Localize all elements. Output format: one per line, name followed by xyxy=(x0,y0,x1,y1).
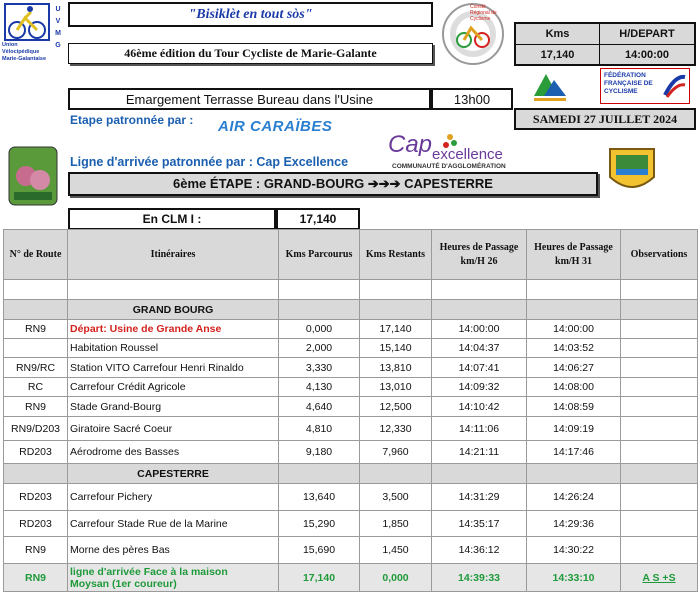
col-kms-restants: Kms Restants xyxy=(360,230,432,280)
itinerary-cell: Station VITO Carrefour Henri Rinaldo xyxy=(68,358,279,378)
cap-logo-word: excellence xyxy=(432,146,503,163)
stage-title: 6ème ÉTAPE : GRAND-BOURG ➔➔➔ CAPESTERRE xyxy=(173,176,493,191)
section-title: GRAND BOURG xyxy=(68,300,279,320)
kms-restants-cell: 17,140 xyxy=(360,320,432,339)
kms-parcourus-cell: 15,290 xyxy=(279,511,360,537)
itinerary-cell: Départ: Usine de Grande Anse xyxy=(68,320,279,339)
time-31-cell: 14:08:59 xyxy=(527,397,621,417)
kms-restants-cell: 1,850 xyxy=(360,511,432,537)
observations-cell xyxy=(621,397,698,417)
route-cell: RC xyxy=(4,378,68,397)
section-title: CAPESTERRE xyxy=(68,464,279,484)
time-31-cell: 14:03:52 xyxy=(527,339,621,358)
route-cell: RN9/D203 xyxy=(4,417,68,441)
time-31-cell: 14:30:22 xyxy=(527,537,621,564)
time-26-cell: 14:07:41 xyxy=(432,358,527,378)
svg-text:Cap: Cap xyxy=(388,132,433,156)
col-heures-26: Heures de Passage km/H 26 xyxy=(432,230,527,280)
time-31-cell: 14:17:46 xyxy=(527,441,621,464)
col-kms-parcourus: Kms Parcourus xyxy=(279,230,360,280)
kms-parcourus-cell: 9,180 xyxy=(279,441,360,464)
route-cell: RD203 xyxy=(4,441,68,464)
route-cell xyxy=(4,339,68,358)
kms-parcourus-cell: 4,640 xyxy=(279,397,360,417)
table-row xyxy=(4,537,698,564)
route-cell: RD203 xyxy=(4,484,68,511)
table-row xyxy=(4,484,698,511)
observations-cell xyxy=(621,511,698,537)
col-heures-31: Heures de Passage km/H 31 xyxy=(527,230,621,280)
observations-cell xyxy=(621,358,698,378)
observations-cell xyxy=(621,339,698,358)
kms-restants-cell: 0,000 xyxy=(360,564,432,592)
depart-value: 14:00:00 xyxy=(624,48,670,61)
time-31-cell: 14:06:27 xyxy=(527,358,621,378)
emargement-time-box xyxy=(431,88,513,110)
edition-box xyxy=(68,43,433,64)
table-row xyxy=(4,417,698,441)
clm-label-box xyxy=(68,208,276,229)
kms-parcourus-cell: 4,130 xyxy=(279,378,360,397)
kms-parcourus-cell: 3,330 xyxy=(279,358,360,378)
finish-row xyxy=(4,564,698,592)
time-26-cell: 14:10:42 xyxy=(432,397,527,417)
cap-excellence-logo xyxy=(388,132,523,172)
comite-ring-text: Comité Régional de Cyclisme xyxy=(470,4,497,22)
section-row-capesterre xyxy=(4,464,698,484)
kms-restants-cell: 15,140 xyxy=(360,339,432,358)
itinerary-cell: Giratoire Sacré Coeur xyxy=(68,417,279,441)
mountain-logo-icon xyxy=(530,68,570,104)
time-26-cell: 14:31:29 xyxy=(432,484,527,511)
route-cell: RD203 xyxy=(4,511,68,537)
observations-cell xyxy=(621,484,698,511)
stage-date: SAMEDI 27 JUILLET 2024 xyxy=(532,111,678,126)
time-31-cell: 14:26:24 xyxy=(527,484,621,511)
slogan-box xyxy=(68,2,433,27)
date-box xyxy=(514,108,696,130)
time-26-cell: 14:39:33 xyxy=(432,564,527,592)
table-header-row xyxy=(4,230,698,280)
itinerary-cell: Carrefour Pichery xyxy=(68,484,279,511)
kms-parcourus-cell: 2,000 xyxy=(279,339,360,358)
kms-restants-cell: 12,330 xyxy=(360,417,432,441)
kms-parcourus-cell: 15,690 xyxy=(279,537,360,564)
table-row xyxy=(4,378,698,397)
sponsor-label: Etape patronnée par : xyxy=(70,113,194,127)
observations-cell xyxy=(621,320,698,339)
table-row xyxy=(4,358,698,378)
time-31-cell: 14:09:19 xyxy=(527,417,621,441)
route-cell: RN9/RC xyxy=(4,358,68,378)
time-31-cell: 14:00:00 xyxy=(527,320,621,339)
kms-value: 17,140 xyxy=(516,45,600,64)
kms-restants-cell: 7,960 xyxy=(360,441,432,464)
route-cell: RN9 xyxy=(4,320,68,339)
kms-parcourus-cell: 4,810 xyxy=(279,417,360,441)
col-itineraires: Itinéraires xyxy=(68,230,279,280)
air-caraibes-logo: AIR CARAÏBES xyxy=(218,118,333,135)
time-26-cell: 14:11:06 xyxy=(432,417,527,441)
kms-parcourus-cell: 13,640 xyxy=(279,484,360,511)
depart-label: H/DEPART xyxy=(600,24,694,45)
finish-line-1: ligne d'arrivée Face à la maison xyxy=(70,565,228,578)
emargement-time: 13h00 xyxy=(453,91,491,107)
itinerary-cell: Stade Grand-Bourg xyxy=(68,397,279,417)
time-31-cell: 14:29:36 xyxy=(527,511,621,537)
kms-restants-cell: 12,500 xyxy=(360,397,432,417)
kms-depart-box xyxy=(514,22,696,66)
route-cell: RN9 xyxy=(4,564,68,592)
kms-restants-cell: 3,500 xyxy=(360,484,432,511)
time-26-cell: 14:00:00 xyxy=(432,320,527,339)
island-badge-icon xyxy=(606,145,658,195)
clm-label: En CLM I : xyxy=(142,212,202,226)
kms-label: Kms xyxy=(516,24,600,45)
kms-restants-cell: 13,810 xyxy=(360,358,432,378)
kms-restants-cell: 1,450 xyxy=(360,537,432,564)
route-table xyxy=(3,229,698,592)
time-26-cell: 14:04:37 xyxy=(432,339,527,358)
right-island-logo xyxy=(606,145,658,195)
table-row xyxy=(4,511,698,537)
uvmg-letters: U V M G xyxy=(55,6,61,49)
observations-link[interactable]: A S +S xyxy=(621,564,698,592)
departement-logo xyxy=(530,68,570,104)
table-row xyxy=(4,339,698,358)
table-row xyxy=(4,320,698,339)
left-club-logo xyxy=(8,146,58,206)
itinerary-cell: Carrefour Crédit Agricole xyxy=(68,378,279,397)
itinerary-cell: Aérodrome des Basses xyxy=(68,441,279,464)
route-cell: RN9 xyxy=(4,397,68,417)
kms-restants-cell: 13,010 xyxy=(360,378,432,397)
stage-banner xyxy=(68,172,598,196)
spacer-row xyxy=(4,280,698,300)
uvmg-name: Union Vélocipédique Marie-Galantaise xyxy=(2,42,47,62)
observations-cell xyxy=(621,537,698,564)
time-26-cell: 14:09:32 xyxy=(432,378,527,397)
slogan: "Bisiklèt en tout sòs" xyxy=(188,6,313,22)
edition-title: 46ème édition du Tour Cycliste de Marie-Galante xyxy=(124,46,377,60)
ffc-swoosh-icon xyxy=(663,73,687,99)
table-row xyxy=(4,397,698,417)
kms-parcourus-cell: 17,140 xyxy=(279,564,360,592)
cap-logo-sub: COMMUNAUTÉ D'AGGLOMÉRATION xyxy=(392,163,506,170)
section-row-grand-bourg xyxy=(4,300,698,320)
time-31-cell: 14:33:10 xyxy=(527,564,621,592)
clm-value-box xyxy=(276,208,360,229)
itinerary-cell xyxy=(68,564,279,592)
finish-line-2: Moysan (1er coureur) xyxy=(70,577,177,590)
itinerary-cell: Morne des pères Bas xyxy=(68,537,279,564)
observations-cell xyxy=(621,417,698,441)
itinerary-cell: Habitation Roussel xyxy=(68,339,279,358)
time-26-cell: 14:35:17 xyxy=(432,511,527,537)
route-cell: RN9 xyxy=(4,537,68,564)
finish-sponsor: Ligne d'arrivée patronnée par : Cap Excellence xyxy=(70,155,349,169)
team-badge-icon xyxy=(8,146,58,206)
emargement-box xyxy=(68,88,431,110)
kms-parcourus-cell: 0,000 xyxy=(279,320,360,339)
table-row xyxy=(4,441,698,464)
observations-cell xyxy=(621,378,698,397)
ffc-logo xyxy=(600,68,690,104)
time-26-cell: 14:36:12 xyxy=(432,537,527,564)
col-route: N° de Route xyxy=(4,230,68,280)
time-26-cell: 14:21:11 xyxy=(432,441,527,464)
observations-cell xyxy=(621,441,698,464)
time-31-cell: 14:08:00 xyxy=(527,378,621,397)
itinerary-cell: Carrefour Stade Rue de la Marine xyxy=(68,511,279,537)
col-observations: Observations xyxy=(621,230,698,280)
ffc-label: FÉDÉRATION FRANÇAISE DE CYCLISME xyxy=(604,72,653,95)
emargement-text: Emargement Terrasse Bureau dans l'Usine xyxy=(125,91,374,107)
clm-value: 17,140 xyxy=(299,212,337,226)
